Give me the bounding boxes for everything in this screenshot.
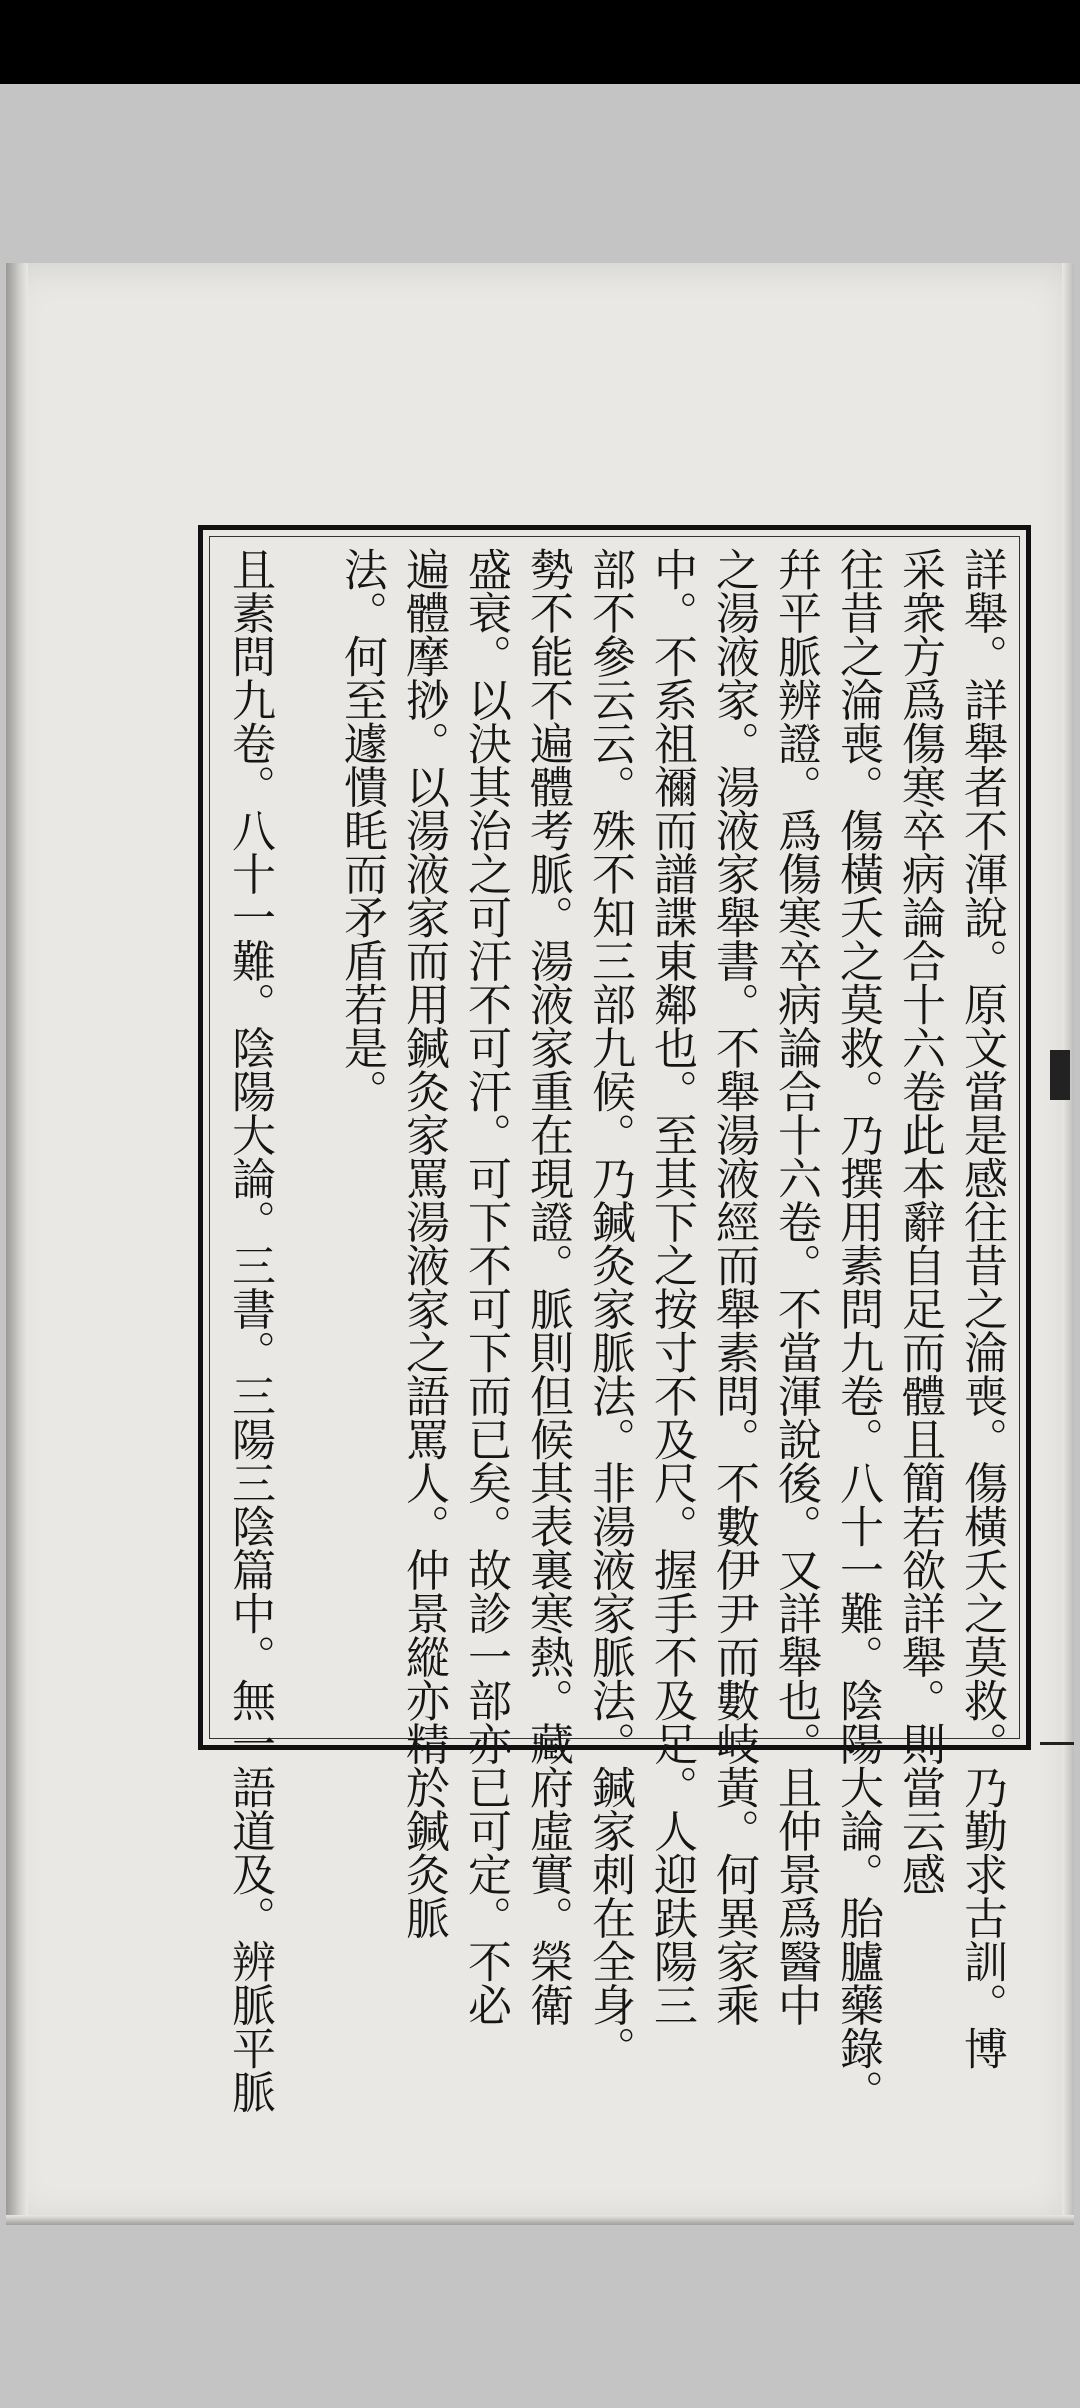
- text-column-2: 采衆方爲傷寒卒病論合十六卷此本辭自足而體且簡若欲詳舉。則當云感: [894, 547, 945, 1896]
- page-edge-line: [1040, 1742, 1074, 1745]
- text-column-6: 中。不系祖禰而譜諜東鄰也。至其下之按寸不及尺。握手不及足。人迎趺陽三: [646, 547, 697, 2026]
- text-column-5: 之湯液家。湯液家舉書。不舉湯液經而舉素問。不數伊尹而數岐黃。何異家乘: [708, 547, 759, 2026]
- status-bar: [0, 0, 1080, 84]
- page-edge-mark: [1050, 1050, 1070, 1100]
- text-column-10: 遍體摩挱。以湯液家而用鍼灸家罵湯液家之語罵人。仲景縱亦精於鍼灸脈: [398, 547, 449, 1939]
- text-column-7: 部不參云云。殊不知三部九候。乃鍼灸家脈法。非湯液家脈法。鍼家刺在全身。: [584, 547, 635, 2070]
- text-column-4: 幷平脈辨證。爲傷寒卒病論合十六卷。不當渾說後。又詳舉也。且仲景爲醫中: [770, 547, 821, 2026]
- text-column-8: 勢不能不遍體考脈。湯液家重在現證。脈則但候其表裏寒熱。藏府虛實。榮衛: [522, 547, 573, 2026]
- text-frame: [198, 525, 1031, 2113]
- text-column-12: 且素問九卷。八十一難。陰陽大論。三書。三陽三陰篇中。無一語道及。辨脈平脈: [224, 547, 275, 2113]
- page-right-edge: [1062, 263, 1074, 2225]
- text-column-3: 往昔之淪喪。傷橫夭之莫救。乃撰用素問九卷。八十一難。陰陽大論。胎臚藥錄。: [832, 547, 883, 2113]
- page-bottom-edge: [6, 2215, 1074, 2225]
- text-column-9: 盛衰。以決其治之可汗不可汗。可下不可下而已矣。故診一部亦已可定。不必: [460, 547, 511, 2026]
- page-binding-edge: [6, 263, 28, 2225]
- text-column-11: 法。何至遽憒眊而矛盾若是。: [336, 547, 387, 1113]
- text-column-1: 詳舉。詳舉者不渾說。原文當是感往昔之淪喪。傷橫夭之莫救。乃勤求古訓。博: [956, 547, 1007, 2070]
